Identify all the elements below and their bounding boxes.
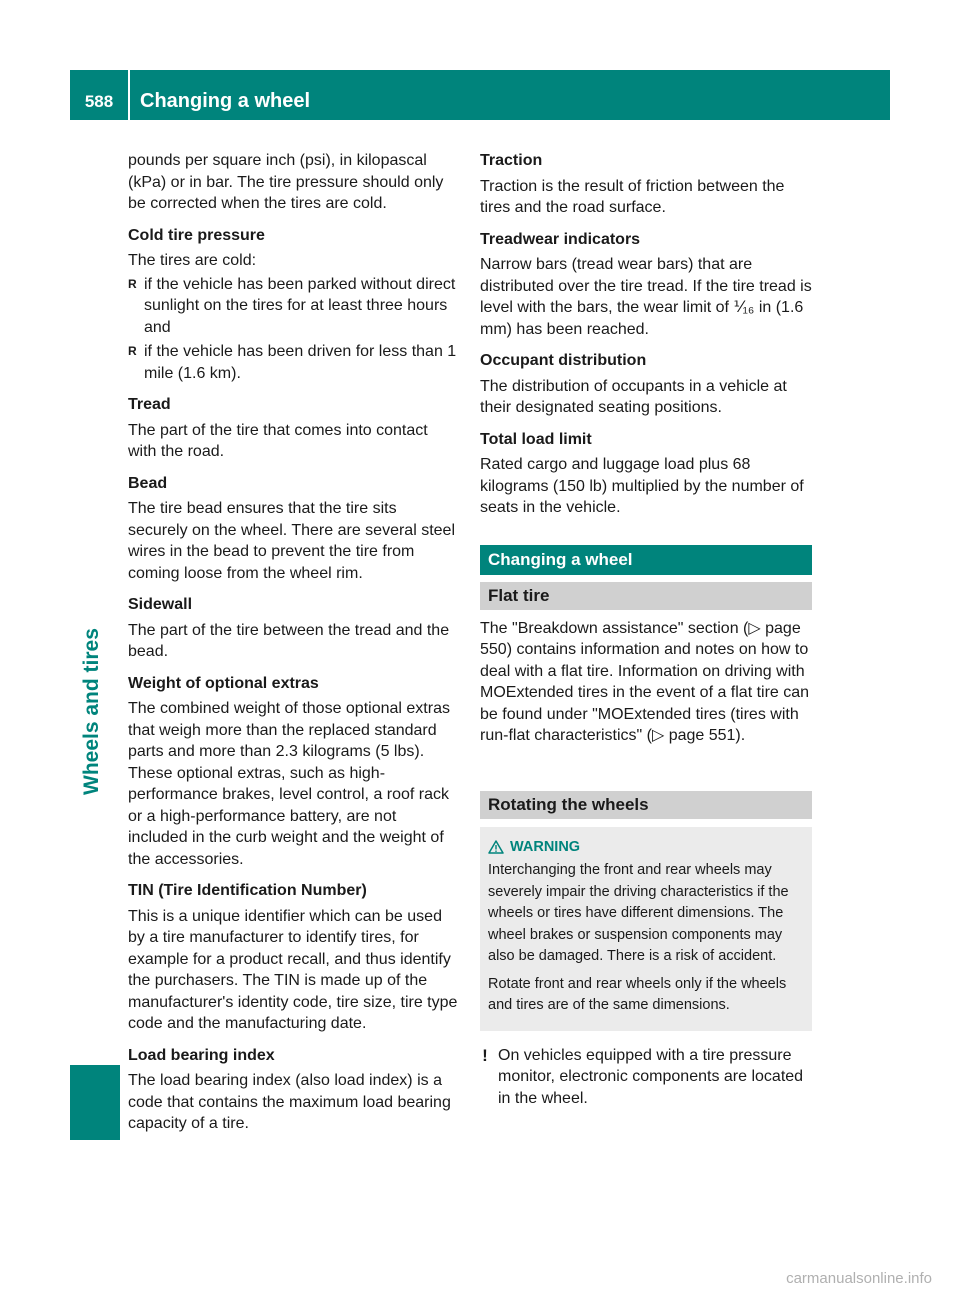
total-load-heading: Total load limit <box>480 430 592 448</box>
load-index-heading: Load bearing index <box>128 1046 275 1064</box>
exclamation-icon: ! <box>482 1045 488 1065</box>
total-load-text: Rated cargo and luggage load plus 68 kilograms (150 lb) multiplied by the number of seats in the vehicle. <box>480 456 804 516</box>
tin-heading: TIN (Tire Identification Number) <box>128 882 367 899</box>
warning-triangle-icon <box>488 840 504 854</box>
warning-box <box>480 827 812 1031</box>
page-number: 588 <box>84 92 114 111</box>
section-heading-flat-tire: Flat tire <box>480 582 812 610</box>
occupant-text: The distribution of occupants in a vehicle at their designated seating positions. <box>480 377 787 416</box>
tread-text: The part of the tire that comes into contact with the road. <box>128 421 428 460</box>
cold-tire-pressure-heading: Cold tire pressure <box>128 226 265 244</box>
tin-text: This is a unique identifier which can be used by a tire manufacturer to identify tires, for example for a product recall, and thus identify the purchasers. The TIN is made up of the manufacturer's identity code, tire size, tire type code and the manufacturing date. <box>128 907 458 1032</box>
list-item: R if the vehicle has been driven for less than 1 mile (1.6 km). <box>128 343 457 382</box>
occupant-heading: Occupant distribution <box>480 352 647 369</box>
tread-heading: Tread <box>128 396 171 413</box>
sidewall-text: The part of the tire between the tread and the bead. <box>128 621 450 660</box>
bullet-icon: R <box>128 344 137 358</box>
optional-extras-text: The combined weight of those optional extras that weigh more than the replaced standard parts and more than 2.3 kilograms (5 lbs). These optional extras, such as high-performance brakes, level control, a roof rack or a high-performance battery, are not included in the curb weight and the weight of the accessories. <box>128 700 450 868</box>
cold-tire-pressure-lead: The tires are cold: <box>128 252 257 269</box>
right-column <box>480 150 812 1109</box>
note-text: On vehicles equipped with a tire pressure monitor, electronic components are located in the wheel. <box>498 1046 804 1107</box>
side-tab-label: Wheels and tires <box>80 628 103 795</box>
list-item: R if the vehicle has been parked without direct sunlight on the tires for at least three hours and <box>128 275 456 336</box>
left-column <box>128 150 460 1145</box>
treadwear-text: Narrow bars (tread wear bars) that are distributed over the tire tread. If the tire tread is level with the bars, the wear limit of ⅟₁₆ in (1.6 mm) has been reached. <box>480 256 812 338</box>
side-tab-marker <box>70 1065 120 1140</box>
traction-text: Traction is the result of friction between the tires and the road surface. <box>480 177 785 216</box>
watermark: carmanualsonline.info <box>786 1270 932 1287</box>
sidewall-heading: Sidewall <box>128 596 193 613</box>
treadwear-heading: Treadwear indicators <box>480 230 641 248</box>
bead-text: The tire bead ensures that the tire sits securely on the wheel. There are several steel wires in the bead to prevent the tire from coming loose from the wheel rim. <box>128 500 455 582</box>
warning-text: Interchanging the front and rear wheels may severely impair the driving characteristics if the wheels or tires have different dimensions. The wheel brakes or suspension components may also be damaged. There is a risk of accident. <box>488 862 789 964</box>
cold-tire-pressure-list <box>128 274 460 385</box>
intro-paragraph: pounds per square inch (psi), in kilopascal (kPa) or in bar. The tire pressure should only be corrected when the tires are cold. <box>128 152 444 212</box>
page-title: Changing a wheel <box>140 90 311 112</box>
header-divider <box>128 70 130 120</box>
section-heading-changing-wheel: Changing a wheel <box>480 545 812 575</box>
warning-action: Rotate front and rear wheels only if the wheels and tires are of the same dimensions. <box>488 975 787 1013</box>
note <box>480 1045 812 1110</box>
warning-label: WARNING <box>510 838 581 855</box>
bead-heading: Bead <box>128 474 168 492</box>
load-index-text: The load bearing index (also load index) is a code that contains the maximum load bearing capacity of a tire. <box>128 1072 451 1132</box>
optional-extras-heading: Weight of optional extras <box>128 674 319 692</box>
warning-header <box>488 837 804 859</box>
flat-tire-text: The "Breakdown assistance" section (▷ page 550) contains information and notes on how to deal with a flat tire. Information on driving with MOExtended tires in the event of a flat tire can be found under "MOExtended tires (tires with run-flat characteristics" (▷ page 551). <box>480 619 810 744</box>
traction-heading: Traction <box>480 152 543 169</box>
bullet-icon: R <box>128 276 137 291</box>
section-heading-rotating: Rotating the wheels <box>480 791 812 819</box>
